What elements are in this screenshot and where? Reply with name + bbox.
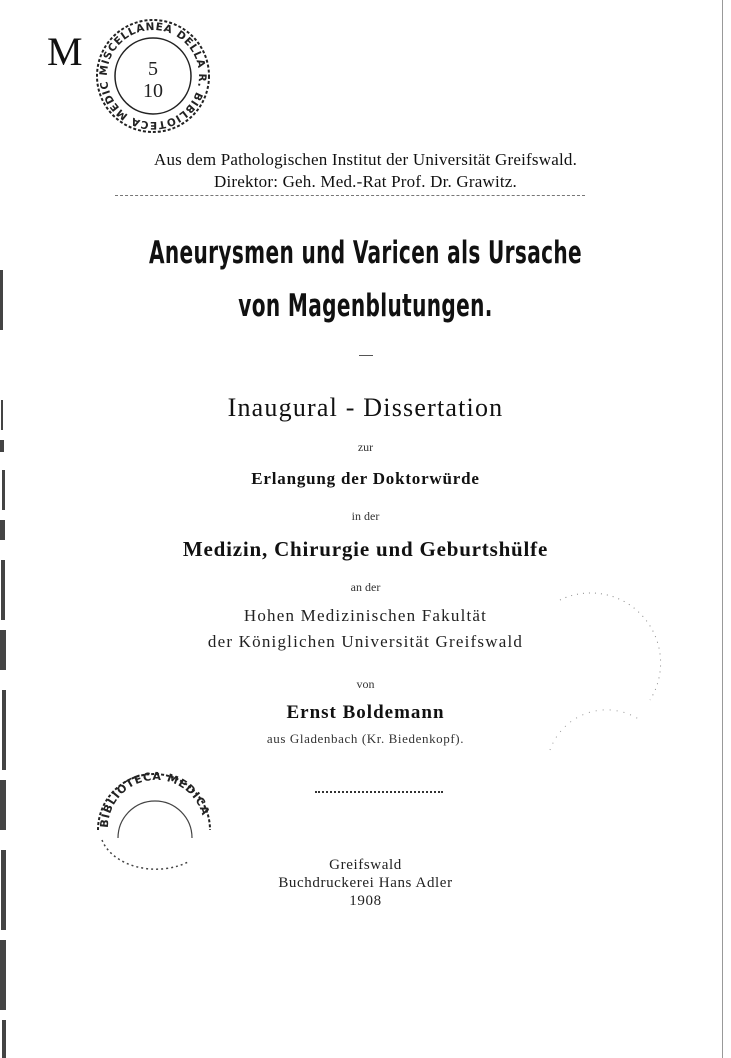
imprint-city: Greifswald xyxy=(329,857,402,873)
imprint-year: 1908 xyxy=(349,893,382,909)
faint-stamp-trace xyxy=(540,580,690,770)
library-stamp-top xyxy=(92,18,214,134)
stamp-bottom-graphic xyxy=(88,760,218,870)
stamp-bottom-ring-text: BIBLIOTECA MEDICA xyxy=(97,769,213,829)
imprint-printer: Buchdruckerei Hans Adler xyxy=(278,875,453,891)
stamp-top-number-bottom: 10 xyxy=(143,80,163,102)
title-line-2: von Magenblutungen. xyxy=(238,288,493,324)
institute-line-1: Aus dem Pathologischen Institut der Universität Greifswald. xyxy=(153,150,578,169)
von-text: von xyxy=(356,677,375,691)
library-stamp-bottom xyxy=(88,760,218,870)
author-origin: aus Gladenbach (Kr. Biedenkopf). xyxy=(266,731,465,746)
faculty-line-1: Hohen Medizinischen Fakultät xyxy=(243,606,488,625)
stamp-top-number-top: 5 xyxy=(148,58,158,80)
title-separator xyxy=(359,355,373,356)
title-line-1: Aneurysmen und Varicen als Ursache xyxy=(148,235,583,271)
decorative-rule xyxy=(315,791,443,793)
in-der-text: in der xyxy=(351,509,380,523)
svg-text:BIBLIOTECA MEDICA xyxy=(98,770,212,828)
faculty-line-2: der Königlichen Universität Greifswald xyxy=(207,632,524,651)
institute-line-2: Direktor: Geh. Med.-Rat Prof. Dr. Grawitz. xyxy=(214,172,517,191)
fields-text: Medizin, Chirurgie und Geburtshülfe xyxy=(182,537,549,561)
erlangung-text: Erlangung der Doktorwürde xyxy=(251,469,480,488)
author-name: Ernst Boldemann xyxy=(286,702,445,723)
stamp-top-ring-text: MISCELLANEA DELLA R. BIBLIOTECA MEDIC xyxy=(97,20,209,132)
shelfmark: M xyxy=(47,29,83,74)
an-der-text: an der xyxy=(350,580,381,594)
zur-text: zur xyxy=(357,440,374,454)
dissertation-heading: Inaugural - Dissertation xyxy=(227,393,504,422)
institute-rule xyxy=(115,195,585,196)
